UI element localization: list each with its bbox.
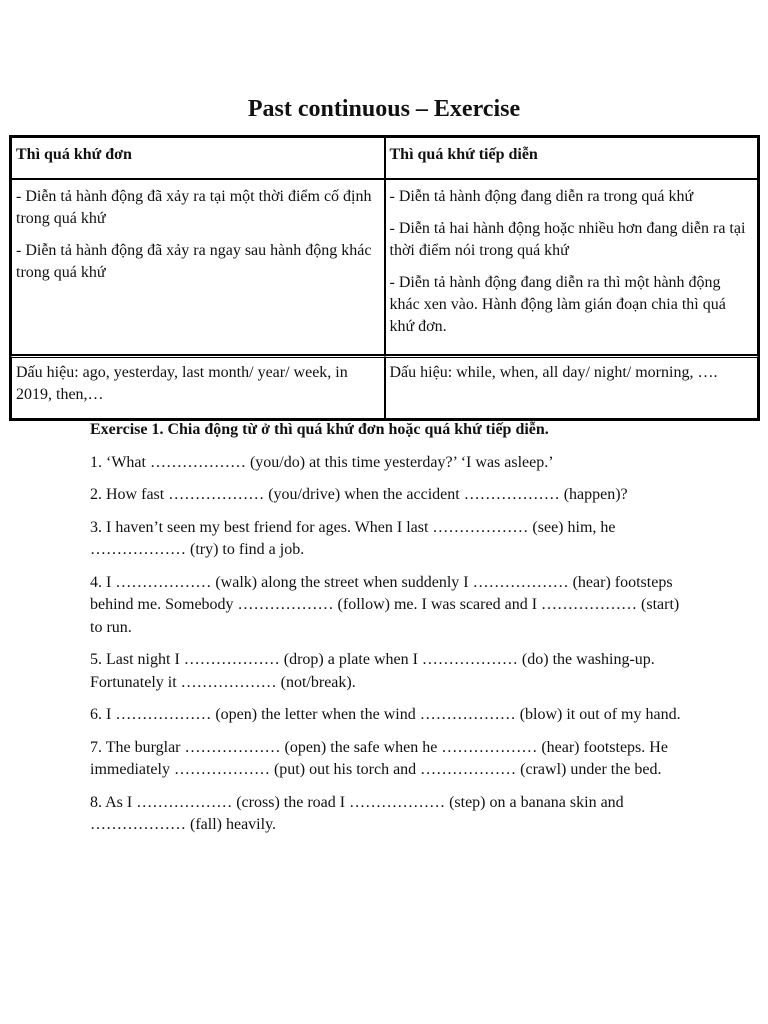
page-title: Past continuous – Exercise [247,96,521,122]
question-item: 3. I haven’t seen my best friend for ages. When I last ……………… (see) him, he ……………… (try) to find a job. [90,518,616,558]
header-past-continuous: Thì quá khứ tiếp diễn [385,137,759,179]
header-past-simple: Thì quá khứ đơn [11,137,385,179]
past-simple-use-1: - Diễn tả hành động đã xảy ra tại một thời điểm cố định trong quá khứ [16,188,372,227]
question-item: 8. As I ……………… (cross) the road I ……………… (step) on a banana skin and ……………… (fall) heavily. [90,793,624,833]
past-simple-signs: Dấu hiệu: ago, yesterday, last month/ year/ week, in 2019, then,… [11,355,385,419]
question-item: 1. ‘What ……………… (you/do) at this time yesterday?’ ‘I was asleep.’ [90,453,554,471]
table-usage-row [11,179,758,355]
exercise-section [90,419,690,847]
past-continuous-uses [385,179,759,355]
question-item: 5. Last night I ……………… (drop) a plate when I ……………… (do) the washing-up. Fortunately it ……………… (not/break). [90,651,655,691]
past-continuous-use-3: - Diễn tả hành động đang diễn ra thì một hành động khác xen vào. Hành động làm gián đoạn chia thì quá khứ đơn. [389,274,726,335]
tense-comparison-table [9,135,760,421]
question-item: 4. I ……………… (walk) along the street when suddenly I ……………… (hear) footsteps behind me. Somebody ……………… (follow) me. I was scared and I ……………… (start) to run. [90,573,680,636]
past-simple-use-2: - Diễn tả hành động đã xảy ra ngay sau hành động khác trong quá khứ [16,242,372,281]
question-item: 2. How fast ……………… (you/drive) when the accident ……………… (happen)? [90,486,628,503]
question-item: 6. I ……………… (open) the letter when the wind ……………… (blow) it out of my hand. [90,706,681,723]
question-item: 7. The burglar ……………… (open) the safe when he ……………… (hear) footsteps. He immediately ……………… (put) out his torch and ……………… (crawl) under the bed. [90,738,668,778]
past-continuous-signs: Dấu hiệu: while, when, all day/ night/ morning, …. [385,355,759,419]
table-header-row [11,137,758,179]
past-simple-uses [11,179,385,355]
past-continuous-use-2: - Diễn tả hai hành động hoặc nhiều hơn đang diễn ra tại thời điểm nói trong quá khứ [389,220,746,259]
table-signs-row [11,355,758,419]
past-continuous-use-1: - Diễn tả hành động đang diễn ra trong quá khứ [389,188,694,205]
exercise-heading: Exercise 1. Chia động từ ở thì quá khứ đơn hoặc quá khứ tiếp diễn. [90,421,549,438]
